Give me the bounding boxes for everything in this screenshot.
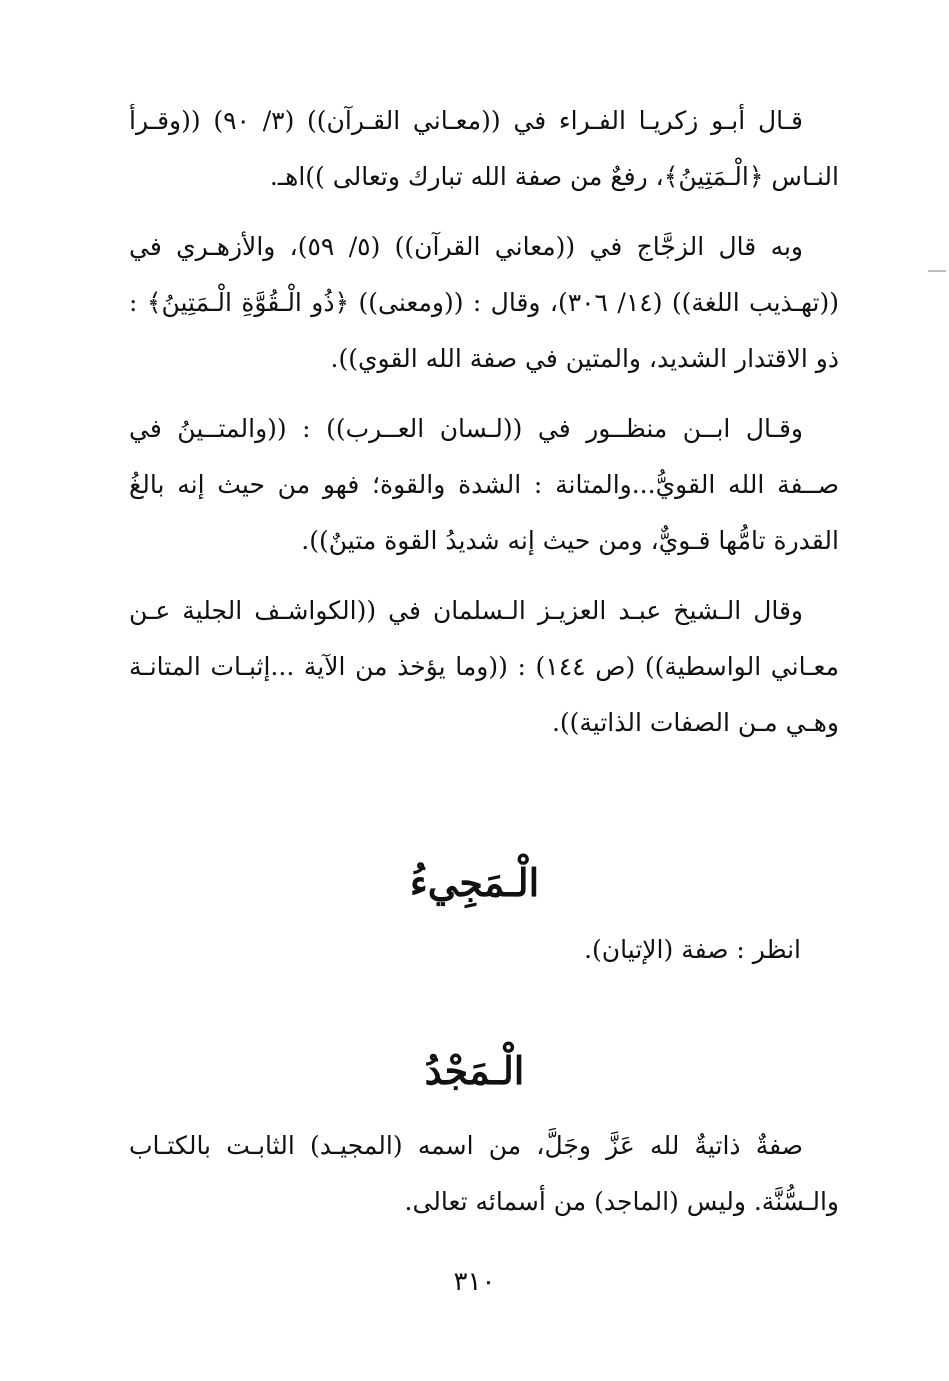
section-heading-al-majd: الْـمَجْدُ bbox=[424, 1048, 525, 1093]
section-heading-al-majee: الْـمَجِيءُ bbox=[409, 860, 540, 905]
paragraph-ibn-manzur: وقـال ابــن منظــور في ((لـسان العــرب)) : ((والمتــينُ في صــفة الله القويُّ...والمتانة : الشدة والقوة؛ فهو من حيث إنه بالغُ القدرة تامُّها قـويٌّ، ومن حيث إنه شديدُ القوة متينٌ)). bbox=[129, 414, 839, 555]
body-text-section-2 bbox=[129, 1118, 839, 1230]
paragraph-farra: قـال أبـو زكريـا الفـراء في ((معـاني القـرآن)) (٣/ ٩٠) ((وقـرأ النـاس ﴿الْـمَتِينُ﴾، رفعٌ من صفة الله تبارك وتعالى ))اهـ. bbox=[129, 106, 839, 191]
paragraph-majd-definition: صفةٌ ذاتيةٌ لله عَزَّ وجَلَّ، من اسمه (المجيـد) الثابـت بالكتـاب والـسُّنَّة. وليس (الماجد) من أسمائه تعالى. bbox=[129, 1131, 839, 1216]
body-text-section-1 bbox=[129, 93, 839, 751]
see-also-note: انظر : صفة (الإتيان). bbox=[584, 935, 801, 964]
page-number: ٣١٠ bbox=[453, 1267, 496, 1297]
paragraph-zajjaj: وبه قال الزجَّاج في ((معاني القرآن)) (٥/ ٥٩)، والأزهـري في ((تهـذيب اللغة)) (١٤/ ٣٠٦)، وقال : ((ومعنى)) ﴿ذُو الْـقُوَّةِ الْـمَتِينُ﴾ : ذو الاقتدار الشديد، والمتين في صفة الله القوي)). bbox=[129, 232, 839, 373]
paragraph-salman: وقال الـشيخ عبـد العزيـز الـسلمان في ((الكواشـف الجلية عـن معـاني الواسطية)) (ص ١٤٤) : ((وما يؤخذ من الآية ...إثبـات المتانـة وهـي مـن الصفات الذاتية)). bbox=[129, 596, 839, 737]
margin-mark bbox=[928, 270, 946, 272]
